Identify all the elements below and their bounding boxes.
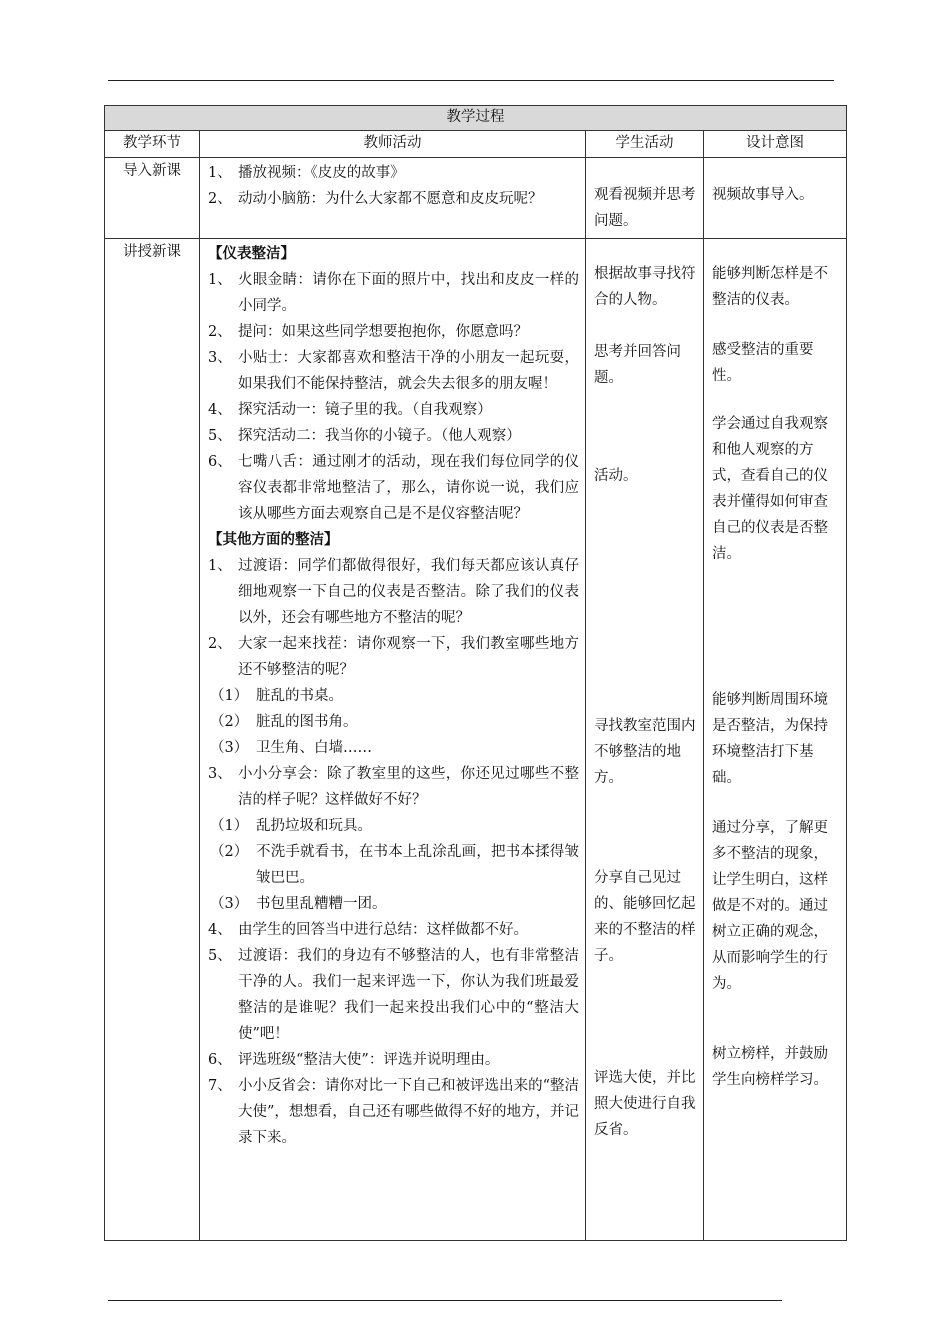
- sub-item: （1） 脏乱的书桌。: [210, 688, 343, 704]
- design-note: 通过分享，了解更多不整洁的现象，让学生明白，这样做是不对的。通过树立正确的观念，从而影响学生的行为。: [712, 820, 828, 992]
- student-note: 思考并回答问题。: [594, 344, 681, 386]
- sub-item: （2） 不洗手就看书，在书本上乱涂乱画，把书本揉得皱皱巴巴。: [210, 844, 579, 886]
- design-note: 能够判断周围环境是否整洁，为保持环境整洁打下基础。: [712, 692, 828, 786]
- teach-design-cell: [704, 239, 847, 1241]
- list-item: 2、 提问：如果这些同学想要抱抱你，你愿意吗？: [208, 324, 528, 340]
- student-note: 根据故事寻找符合的人物。: [594, 266, 696, 308]
- header-student: 学生活动: [586, 131, 704, 158]
- teach-row: [105, 239, 847, 1241]
- teach-student-cell: [586, 239, 704, 1241]
- list-item: 7、 小小反省会：请你对比一下自己和被评选出来的“整洁大使”，想想看，自己还有哪些做得不好的地方，并记录下来。: [208, 1078, 579, 1146]
- intro-design-cell: [704, 158, 847, 239]
- list-item: 1、 火眼金睛：请你在下面的照片中，找出和皮皮一样的小同学。: [208, 272, 579, 314]
- list-item: 2、 大家一起来找茬：请你观察一下，我们教室哪些地方还不够整洁的呢？: [208, 636, 579, 678]
- header-design: 设计意图: [704, 131, 847, 158]
- list-item: 3、 小贴士：大家都喜欢和整洁干净的小朋友一起玩耍，如果我们不能保持整洁，就会失去很多的朋友喔！: [208, 350, 579, 392]
- intro-student-cell: [586, 158, 704, 239]
- student-note: 分享自己见过的、能够回忆起来的不整洁的样子。: [594, 870, 696, 964]
- intro-student-text: 观看视频并思考问题。: [594, 187, 696, 229]
- lesson-process-table: [104, 105, 847, 1241]
- design-note: 感受整洁的重要性。: [712, 342, 814, 384]
- header-teacher: 教师活动: [200, 131, 586, 158]
- sub-item: （3） 书包里乱糟糟一团。: [210, 896, 387, 912]
- intro-row: [105, 158, 847, 239]
- section-title-appearance: 【仪表整洁】: [208, 245, 295, 262]
- list-item: 5、 探究活动二：我当你的小镜子。（他人观察）: [208, 428, 521, 444]
- intro-teacher-cell: [200, 158, 586, 239]
- footer-rule: [108, 1300, 782, 1301]
- table-title: 教学过程: [105, 106, 847, 131]
- student-note: 活动。: [594, 468, 638, 484]
- list-item: 1、 播放视频：《皮皮的故事》: [208, 165, 405, 181]
- list-item: 5、 过渡语：我们的身边有不够整洁的人，也有非常整洁干净的人。我们一起来评选一下，你认为我们班最爱整洁的是谁呢？我们一起来投出我们心中的“整洁大使”吧！: [208, 948, 579, 1042]
- sub-item: （1） 乱扔垃圾和玩具。: [210, 818, 372, 834]
- design-note: 树立榜样，并鼓励学生向榜样学习。: [712, 1046, 828, 1088]
- sub-item: （3） 卫生角、白墙……: [210, 740, 372, 756]
- student-note: 评选大使，并比照大使进行自我反省。: [594, 1070, 696, 1138]
- intro-design-text: 视频故事导入。: [712, 187, 814, 203]
- section-title-other: 【其他方面的整洁】: [208, 531, 339, 548]
- design-note: 学会通过自我观察和他人观察的方式，查看自己的仪表并懂得如何审查自己的仪表是否整洁。: [712, 416, 828, 562]
- design-note: 能够判断怎样是不整洁的仪表。: [712, 266, 828, 308]
- list-item: 6、 七嘴八舌：通过刚才的活动，现在我们每位同学的仪容仪表都非常地整洁了，那么，请你说一说，我们应该从哪些方面去观察自己是不是仪容整洁呢？: [208, 454, 579, 522]
- header-stage: 教学环节: [105, 131, 200, 158]
- teach-teacher-cell: [200, 239, 586, 1241]
- intro-stage: 导入新课: [105, 158, 200, 239]
- list-item: 4、 探究活动一：镜子里的我。（自我观察）: [208, 402, 492, 418]
- list-item: 1、 过渡语：同学们都做得很好，我们每天都应该认真仔细地观察一下自己的仪表是否整洁。除了我们的仪表以外，还会有哪些地方不整洁的呢？: [208, 558, 579, 626]
- header-rule: [108, 80, 834, 81]
- student-note: 寻找教室范围内不够整洁的地方。: [594, 718, 696, 786]
- list-item: 4、 由学生的回答当中进行总结：这样做都不好。: [208, 922, 528, 938]
- teach-stage: 讲授新课: [105, 239, 200, 1241]
- list-item: 3、 小小分享会：除了教室里的这些，你还见过哪些不整洁的样子呢？这样做好不好？: [208, 766, 579, 808]
- list-item: 6、 评选班级“整洁大使”：评选并说明理由。: [208, 1052, 500, 1068]
- list-item: 2、 动动小脑筋：为什么大家都不愿意和皮皮玩呢？: [208, 191, 543, 207]
- sub-item: （2） 脏乱的图书角。: [210, 714, 358, 730]
